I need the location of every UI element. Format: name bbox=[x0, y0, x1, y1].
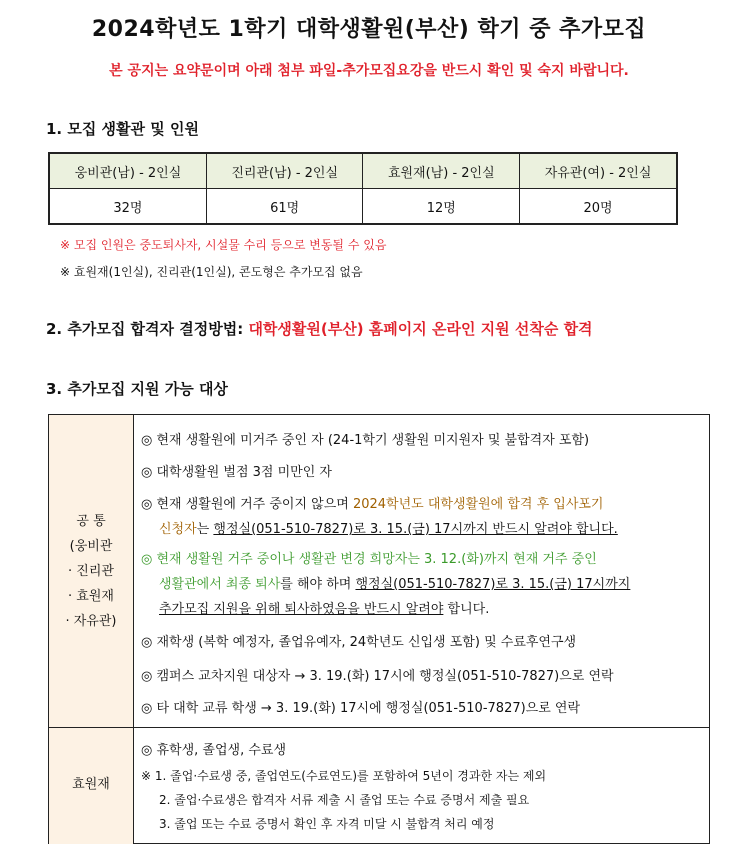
section1-heading: 1. 모집 생활관 및 인원 bbox=[46, 120, 199, 138]
common-label-cell bbox=[49, 415, 134, 727]
quota-table bbox=[48, 152, 678, 225]
notice-text: 본 공지는 요약문이며 아래 첨부 파일-추가모집요강을 반드시 확인 및 숙지 바랍니다. bbox=[109, 63, 629, 79]
table-header-cell: 효원재(남) - 2인실 bbox=[363, 153, 520, 189]
common-item: ◎ 현재 생활원에 거주 중이지 않으며 2024학년도 대학생활원에 합격 후 입사포기 bbox=[141, 497, 604, 512]
selection-method: 대학생활원(부산) 홈페이지 온라인 지원 선착순 합격 bbox=[248, 320, 593, 338]
hyowon-note: 2. 졸업·수료생은 합격자 서류 제출 시 졸업 또는 수료 증명서 제출 필요 bbox=[159, 793, 530, 807]
hyowon-note: 3. 졸업 또는 수료 증명서 확인 후 자격 미달 시 불합격 처리 예정 bbox=[159, 817, 495, 831]
common-label: 공 통 bbox=[76, 514, 106, 529]
quota-note-2: ※ 효원재(1인실), 진리관(1인실), 콘도형은 추가모집 없음 bbox=[60, 265, 363, 279]
table-header-row bbox=[49, 153, 677, 189]
common-label: · 자유관) bbox=[65, 614, 117, 629]
table-cell: 12명 bbox=[363, 189, 520, 225]
table-cell: 20명 bbox=[520, 189, 677, 225]
common-label: (웅비관 bbox=[69, 539, 113, 554]
eligibility-table bbox=[48, 414, 710, 844]
row-divider bbox=[49, 727, 709, 728]
common-label: · 효원재 bbox=[68, 589, 114, 604]
table-header-cell: 진리관(남) - 2인실 bbox=[206, 153, 363, 189]
table-header-cell: 자유관(여) - 2인실 bbox=[520, 153, 677, 189]
common-label: · 진리관 bbox=[68, 564, 114, 579]
common-item: ◎ 재학생 (복학 예정자, 졸업유예자, 24학년도 신입생 포함) 및 수료후연구생 bbox=[141, 635, 577, 650]
section2-heading-text: 2. 추가모집 합격자 결정방법: bbox=[46, 320, 244, 338]
table-header-cell: 웅비관(남) - 2인실 bbox=[49, 153, 206, 189]
hyowon-note: ※ 1. 졸업·수료생 중, 졸업연도(수료연도)를 포함하여 5년이 경과한 자는 제외 bbox=[141, 769, 547, 783]
quota-note-1: ※ 모집 인원은 중도퇴사자, 시설물 수리 등으로 변동될 수 있음 bbox=[60, 238, 387, 252]
table-row bbox=[49, 189, 677, 225]
section3-heading: 3. 추가모집 지원 가능 대상 bbox=[46, 380, 228, 398]
common-item: ◎ 현재 생활원 거주 중이나 생활관 변경 희망자는 3. 12.(화)까지 현재 거주 중인 bbox=[141, 552, 597, 567]
common-item-cont: 신청자는 행정실(051-510-7827)로 3. 15.(금) 17시까지 반드시 알려야 합니다. bbox=[159, 522, 618, 537]
hyowon-label: 효원재 bbox=[72, 777, 110, 792]
hyowon-label-cell bbox=[49, 727, 134, 844]
common-item-cont: 추가모집 지원을 위해 퇴사하였음을 반드시 알려야 합니다. bbox=[159, 602, 490, 617]
section2-heading bbox=[46, 318, 593, 339]
common-item: ◎ 캠퍼스 교차지원 대상자 → 3. 19.(화) 17시에 행정실(051-510-7827)으로 연락 bbox=[141, 669, 614, 684]
table-cell: 61명 bbox=[206, 189, 363, 225]
common-item: ◎ 대학생활원 벌점 3점 미만인 자 bbox=[141, 465, 332, 480]
common-item: ◎ 타 대학 교류 학생 → 3. 19.(화) 17시에 행정실(051-510-7827)으로 연락 bbox=[141, 701, 581, 716]
common-item-cont: 생활관에서 최종 퇴사를 해야 하며 행정실(051-510-7827)로 3. 15.(금) 17시까지 bbox=[159, 577, 631, 592]
page-title: 2024학년도 1학기 대학생활원(부산) 학기 중 추가모집 bbox=[91, 17, 647, 42]
hyowon-item: ◎ 휴학생, 졸업생, 수료생 bbox=[141, 743, 287, 758]
table-cell: 32명 bbox=[49, 189, 206, 225]
common-item: ◎ 현재 생활원에 미거주 중인 자 (24-1학기 생활원 미지원자 및 불합격자 포함) bbox=[141, 433, 590, 448]
